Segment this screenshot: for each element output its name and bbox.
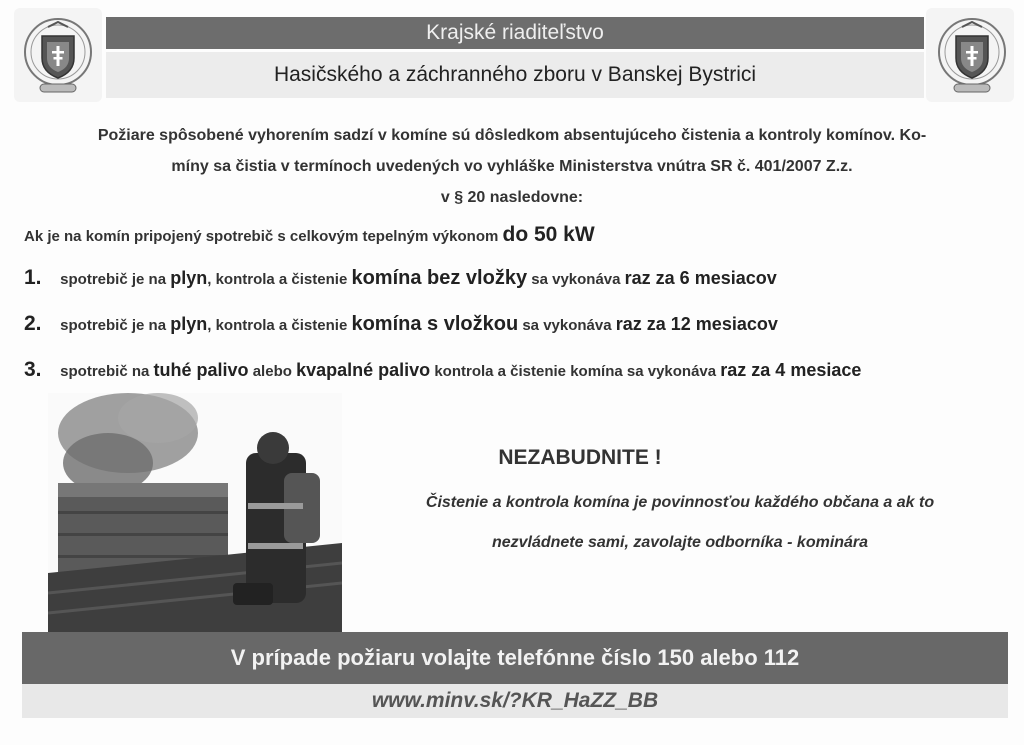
fire-rescue-emblem-icon-right [936,14,1008,98]
rule-text: spotrebič je na [60,317,167,334]
reminder-title: NEZABUDNITE ! [498,446,662,469]
website-link[interactable]: www.minv.sk/?KR_HaZZ_BB [22,684,1008,718]
header-subtitle: Hasičského a záchranného zboru v Banskej Bystrici [106,52,924,98]
firefighter-chimney-photo [48,393,342,633]
rule-interval: raz za 4 mesiace [720,360,862,380]
rule-text: sa vykonáva [522,317,612,334]
rule-number: 2. [24,312,42,335]
rule-text: kontrola a čistenie komína sa vykonáva [434,363,717,380]
intro-line-3: v § 20 nasledovne: [440,189,584,206]
rule-text: spotrebič na [60,363,150,380]
power-condition [24,223,1004,247]
rule-text: , kontrola a čistenie [207,317,348,334]
emergency-call-banner: V prípade požiaru volajte telefónne číslo 150 alebo 112 [22,632,1008,684]
rule-fuel: plyn [170,268,208,288]
rule-fuel: kvapalné palivo [296,360,431,380]
header-title: Krajské riaditeľstvo [106,17,924,49]
power-condition-text: Ak je na komín pripojený spotrebič s celkovým tepelným výkonom [24,228,499,245]
rule-number: 3. [24,358,42,381]
rule-text: alebo [252,363,292,380]
rule-fuel: tuhé palivo [153,360,249,380]
rule-item [24,266,1014,290]
reminder-line-1: Čistenie a kontrola komína je povinnosťou každého občana a ak to [425,494,935,511]
intro-paragraph [24,120,1000,213]
power-limit: do 50 kW [502,223,595,246]
rule-chimney-type: komína s vložkou [351,313,519,335]
fire-rescue-emblem-icon [22,14,94,98]
rule-chimney-type: komína bez vložky [351,267,528,289]
rule-number: 1. [24,266,42,289]
intro-line-2: míny sa čistia v termínoch uvedených vo vyhláške Ministerstva vnútra SR č. 401/2007 Z.z. [171,158,853,175]
reminder-line-2: nezvládnete sami, zavolajte odborníka - kominára [491,534,869,551]
rule-text: sa vykonáva [531,271,621,288]
intro-line-1: Požiare spôsobené vyhorením sadzí v komíne sú dôsledkom absentujúceho čistenia a kontroly komínov. Ko- [97,127,927,144]
rule-interval: raz za 6 mesiacov [624,268,777,288]
rule-item [24,358,1014,382]
rule-item [24,312,1014,336]
rule-text: , kontrola a čistenie [207,271,348,288]
rule-text: spotrebič je na [60,271,167,288]
rule-fuel: plyn [170,314,208,334]
rule-interval: raz za 12 mesiacov [615,314,778,334]
